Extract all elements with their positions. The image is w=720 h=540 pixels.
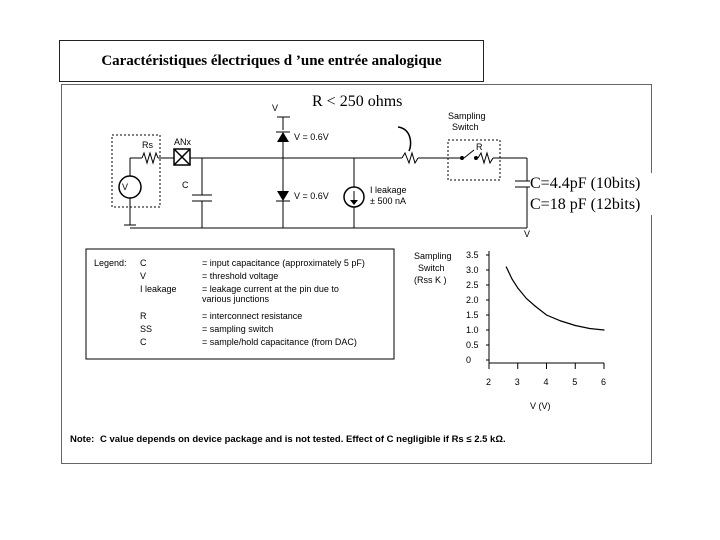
data-point	[546, 314, 547, 315]
sampling-switch-label-2: Switch	[452, 122, 479, 132]
cpin-label: C	[182, 180, 189, 190]
legend-symbol: C	[140, 258, 147, 268]
legend-desc: = sample/hold capacitance (from DAC)	[202, 337, 357, 347]
vai-label: V	[122, 182, 129, 192]
rss-resistor-icon	[478, 153, 493, 163]
legend-symbol: R	[140, 311, 147, 321]
y-tick-label: 3.0	[466, 265, 479, 275]
chart-ylabel-1: Sampling	[414, 251, 452, 261]
chart-ylabel-3: (Rss K )	[414, 275, 447, 285]
x-tick-label: 6	[601, 377, 607, 387]
chart-ylabel-2: Switch	[418, 263, 445, 273]
y-tick-label: 1.0	[466, 325, 479, 335]
note-label: Note:	[70, 434, 95, 445]
ileakage-label: I leakage	[370, 185, 407, 195]
legend-desc: = sampling switch	[202, 324, 274, 334]
data-point	[511, 278, 512, 279]
y-tick-label: 3.5	[466, 250, 479, 260]
data-point	[534, 305, 535, 306]
y-tick-label: 2.0	[466, 295, 479, 305]
x-tick-labels	[486, 363, 606, 387]
y-tick-label: 2.5	[466, 280, 479, 290]
legend-symbol: I leakage	[140, 284, 177, 294]
data-point	[517, 287, 518, 288]
ileakage-value: ± 500 nA	[370, 196, 406, 206]
data-point	[589, 328, 590, 329]
diode-lower-icon	[277, 191, 289, 201]
legend-desc: = leakage current at the pin due to	[202, 284, 339, 294]
legend-list	[140, 258, 365, 347]
legend-desc: = input capacitance (approximately 5 pF)	[202, 258, 365, 268]
vt-top-label: V	[272, 103, 279, 113]
analog-input-model	[62, 85, 651, 463]
sampling-switch-icon	[464, 150, 474, 158]
legend-symbol: SS	[140, 324, 153, 334]
ric-label: R	[476, 142, 483, 152]
y-tick-label: 0.5	[466, 340, 479, 350]
slide-title: Caractéristiques électriques d ’une entrée analogique	[59, 40, 484, 82]
x-tick-label: 2	[486, 377, 492, 387]
vt-lower-label: V = 0.6V	[294, 191, 329, 201]
rs-label: Rs	[142, 140, 153, 150]
y-tick-label: 0	[466, 355, 472, 365]
cap-12bit-text: C=18 pF (12bits)	[530, 196, 641, 213]
capacitance-annotation	[530, 173, 680, 215]
data-point	[603, 329, 604, 330]
data-point	[575, 325, 576, 326]
rs-resistor-icon	[142, 153, 158, 163]
vt-upper-label: V = 0.6V	[294, 132, 329, 142]
resistance-annotation: R < 250 ohms	[312, 93, 403, 110]
series-points	[506, 266, 605, 330]
legend-symbol: C	[140, 337, 147, 347]
cap-10bit-text: C=4.4pF (10bits)	[530, 175, 641, 192]
legend-heading: Legend:	[94, 258, 127, 268]
note-text: C value depends on device package and is not tested. Effect of C negligible if Rs ≤ 2.5 kΩ.	[100, 434, 506, 445]
series-line	[506, 267, 604, 330]
vss-label: V	[524, 229, 531, 239]
pointer-arrow-icon	[398, 127, 411, 151]
y-tick-label: 1.5	[466, 310, 479, 320]
legend-desc: = threshold voltage	[202, 271, 279, 281]
sampling-switch-label: Sampling	[448, 111, 486, 121]
anx-label: ANx	[174, 137, 192, 147]
data-point	[506, 266, 507, 267]
x-tick-label: 5	[572, 377, 578, 387]
ric-resistor-icon	[402, 153, 418, 163]
data-point	[526, 298, 527, 299]
x-tick-label: 4	[543, 377, 549, 387]
x-tick-label: 3	[514, 377, 520, 387]
diode-upper-icon	[277, 132, 289, 142]
legend-desc: various junctions	[202, 294, 270, 304]
data-point	[560, 320, 561, 321]
y-tick-labels	[466, 250, 489, 365]
legend-desc: = interconnect resistance	[202, 311, 303, 321]
chart-xlabel: V (V)	[530, 401, 551, 411]
diagram-frame	[61, 84, 652, 464]
legend-symbol: V	[140, 271, 147, 281]
